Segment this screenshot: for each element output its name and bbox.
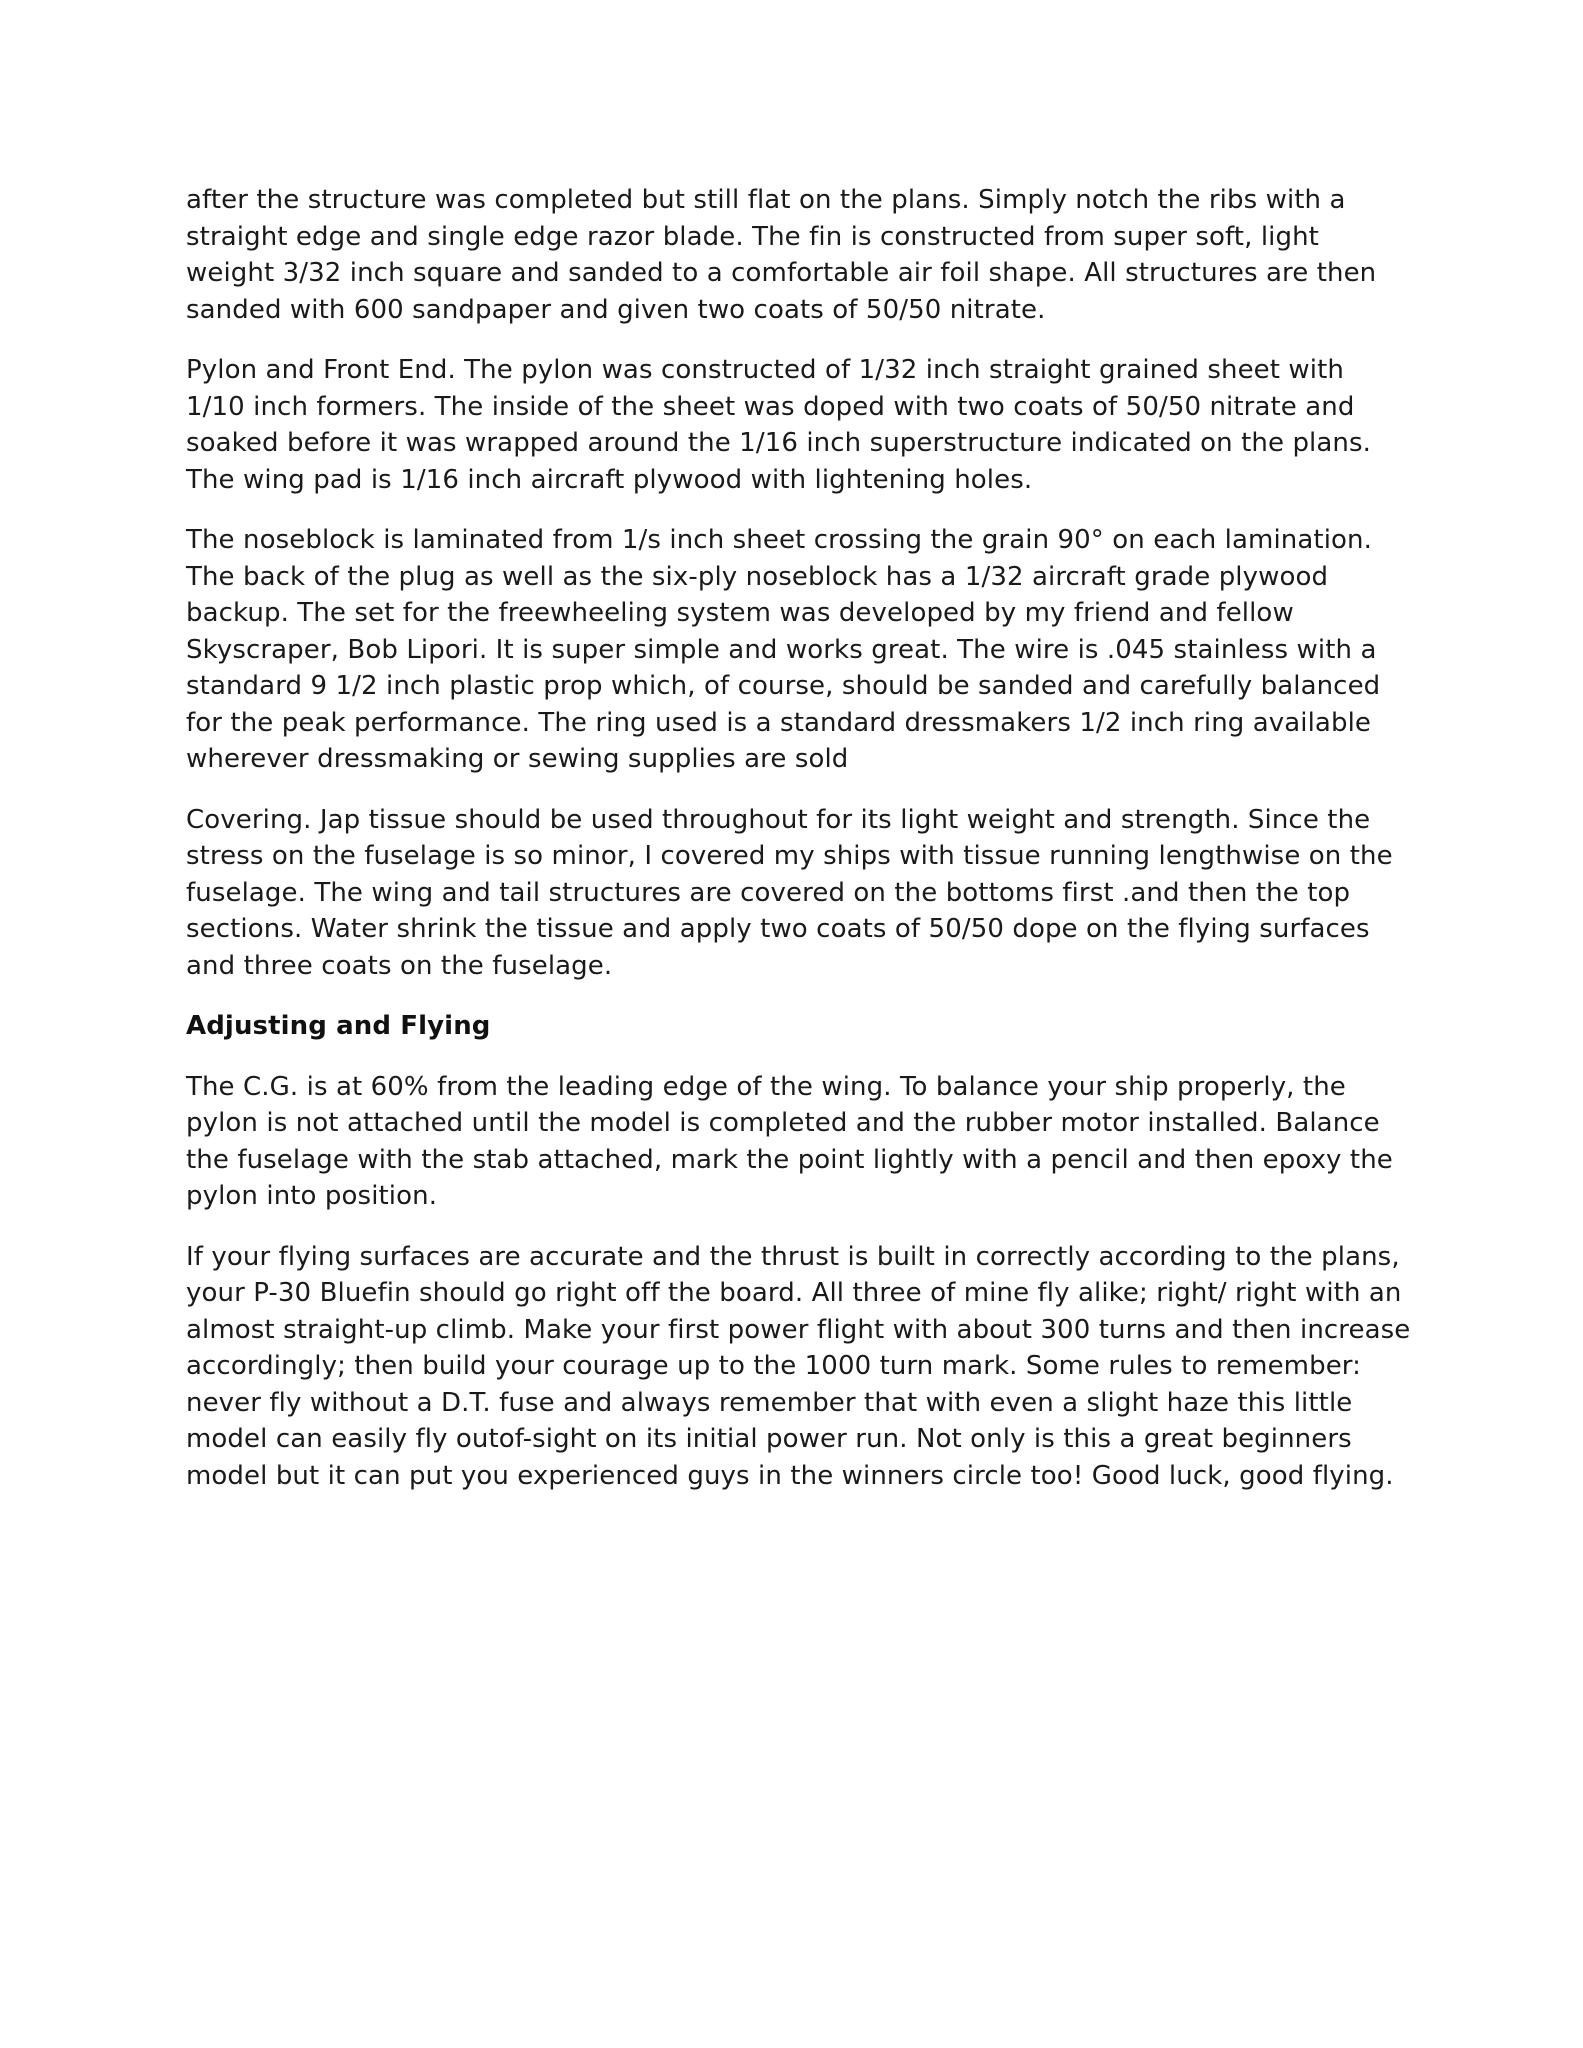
paragraph-flying-tips: If your flying surfaces are accurate and the thrust is built in correctly according to the plans, your P-30 Bluefin should go right off the board. All three of mine fly alike; right/ right with an almost straight-up climb. Make your first power flight with about 300 turns and then increase accordingly; then build your courage up to the 1000 turn mark. Some rules to remember: never fly without a D.T. fuse and always remember that with even a slight haze this little model can easily fly outof-sight on its initial power run. Not only is this a great beginners model but it can put you experienced guys in the winners circle too! Good luck, good flying. (186, 1241, 1411, 1491)
paragraph-covering: Covering. Jap tissue should be used throughout for its light weight and strength. Since the stress on the fuselage is so minor, I covered my ships with tissue running lengthwise on the fuselage. The wing and tail structures are covered on the bottoms first .and then the top sections. Water shrink the tissue and apply two coats of 50/50 dope on the flying surfaces and three coats on the fuselage. (186, 804, 1393, 981)
section-heading: Adjusting and Flying (186, 1011, 491, 1041)
paragraph-noseblock: The noseblock is laminated from 1/s inch sheet crossing the grain 90° on each lamination. The back of the plug as well as the six-ply noseblock has a 1/32 aircraft grade plywood backup. The set for the freewheeling system was developed by my friend and fellow Skyscraper, Bob Lipori. It is super simple and works great. The wire is .045 stainless with a standard 9 1/2 inch plastic prop which, of course, should be sanded and carefully balanced for the peak performance. The ring used is a standard dressmakers 1/2 inch ring available wherever dressmaking or sewing supplies are sold (186, 525, 1381, 774)
paragraph-pylon-front-end: Pylon and Front End. The pylon was constructed of 1/32 inch straight grained sheet with 1/10 inch formers. The inside of the sheet was doped with two coats of 50/50 nitrate and soaked before it was wrapped around the 1/16 inch superstructure indicated on the plans. The wing pad is 1/16 inch aircraft plywood with lightening holes. (186, 355, 1371, 495)
document-body (186, 182, 1411, 1518)
paragraph-cg-balance: The C.G. is at 60% from the leading edge of the wing. To balance your ship properly, the pylon is not attached until the model is completed and the rubber motor installed. Balance the fuselage with the stab attached, mark the point lightly with a pencil and then epoxy the pylon into position. (186, 1071, 1393, 1211)
paragraph-structure-finishing: after the structure was completed but still flat on the plans. Simply notch the ribs with a straight edge and single edge razor blade. The fin is constructed from super soft, light weight 3/32 inch square and sanded to a comfortable air foil shape. All structures are then sanded with 600 sandpaper and given two coats of 50/50 nitrate. (186, 185, 1377, 325)
